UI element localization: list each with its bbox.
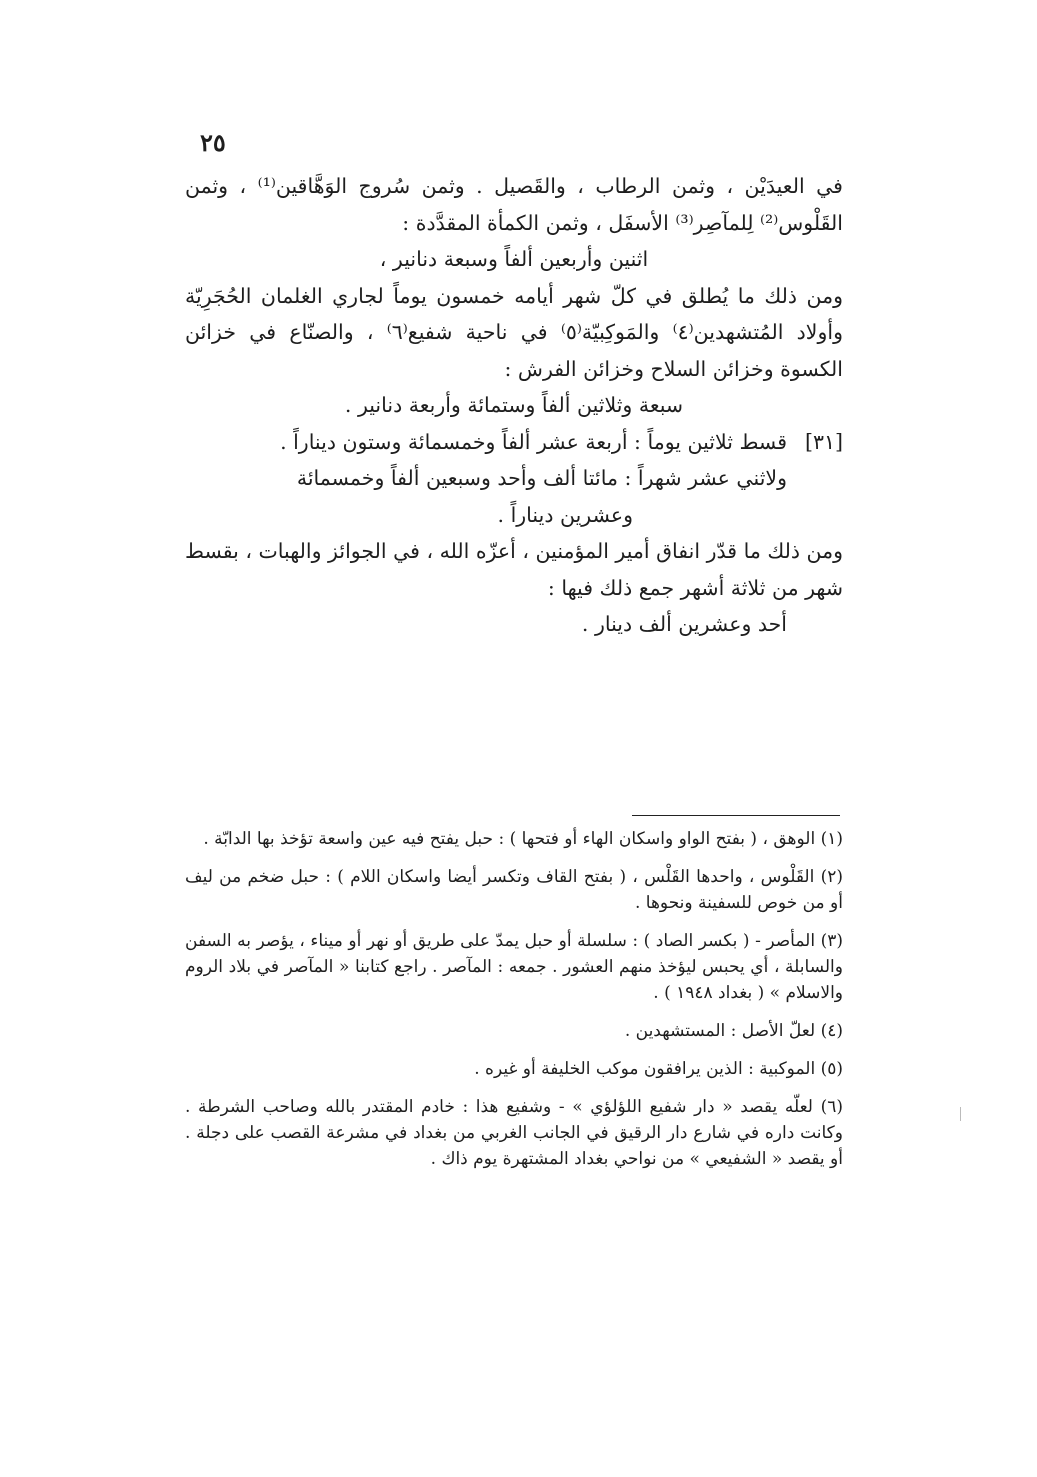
sum-line-3: أحد وعشرين ألف دينار . bbox=[581, 612, 787, 636]
section-marker: [٣١] bbox=[804, 429, 843, 454]
paragraph-3: ومن ذلك ما قدّر انفاق أمير المؤمنين ، أعزّه الله ، في الجوائز والهبات ، بقسط شهر من ثلاثة أشهر جمع ذلك فيها : bbox=[185, 539, 843, 600]
section-31 bbox=[185, 424, 843, 461]
footnote-1: (١) الوهق ، ( بفتح الواو واسكان الهاء أو فتحها ) : حبل يفتح فيه عين واسعة تؤخذ بها الدابّة . bbox=[203, 829, 843, 849]
margin-speck bbox=[960, 1107, 961, 1121]
sum-line-2: سبعة وثلاثين ألفاً وستمائة وأربعة دنانير . bbox=[344, 393, 684, 417]
paragraph-1: في العيدَيْن ، وثمن الرطاب ، والقَصيل . وثمن سُروج الوَهَّاقين⁽¹⁾ ، وثمن القَلْوس⁽²⁾ لِلمآصِر⁽³⁾ الأسفَل ، وثمن الكمأة المقدَّدة : bbox=[185, 174, 843, 235]
paragraph-2: ومن ذلك ما يُطلق في كلّ شهر أيامه خمسون يوماً لجاري الغلمان الحُجَرِيّة وأولاد المُتشهدين⁽٤⁾ والمَوكِبيّة⁽٥⁾ في ناحية شفيع⁽٦⁾ ، والصنّاع في خزائن الكسوة وخزائن السلاح وخزائن الفرش : bbox=[185, 283, 843, 381]
footnote-4: (٤) لعلّ الأصل : المستشهدين . bbox=[624, 1021, 843, 1041]
page-number: ٢٥ bbox=[200, 128, 226, 157]
installment-line: قسط ثلاثين يوماً : أربعة عشر ألفاً وخمسمائة وستون ديناراً . bbox=[280, 429, 787, 454]
footnote-3: (٣) المأصر - ( بكسر الصاد ) : سلسلة أو حبل يمدّ على طريق أو نهر أو ميناء ، يؤصر به السفن والسابلة ، أي يحبس ليؤخذ منهم العشور . جمعه : المآصر . راجع كتابنا « المآصر في بلاد الروم والاسلام » ( بغداد ١٩٤٨ ) . bbox=[185, 931, 843, 1003]
footnote-5: (٥) الموكبية : الذين يرافقون موكب الخليفة أو غيره . bbox=[474, 1059, 843, 1079]
main-text bbox=[185, 168, 843, 643]
footnote-separator bbox=[632, 815, 840, 816]
annual-line: ولاثني عشر شهراً : مائتا ألف وأحد وسبعين ألفاً وخمسمائة bbox=[296, 466, 787, 490]
footnote-6: (٦) لعلّه يقصد « دار شفيع اللؤلؤي » - وشفيع هذا : خادم المقتدر بالله وصاحب الشرطة . وكانت داره في شارع دار الرقيق في الجانب الغربي من بغداد في مشرعة القصب على دجلة . أو يقصد « الشفيعي » من نواحي بغداد المشتهرة يوم ذاك . bbox=[185, 1097, 843, 1169]
footnote-2: (٢) القَلْوس ، واحدها القَلْس ، ( بفتح القاف وتكسر أيضا واسكان اللام ) : حبل ضخم من ليف أو من خوص للسفينة ونحوها . bbox=[185, 867, 843, 913]
footnotes bbox=[185, 826, 843, 1184]
annual-line-cont: وعشرين ديناراً . bbox=[497, 502, 633, 527]
sum-line-1: اثنين وأربعين ألفاً وسبعة دنانير ، bbox=[379, 247, 649, 271]
